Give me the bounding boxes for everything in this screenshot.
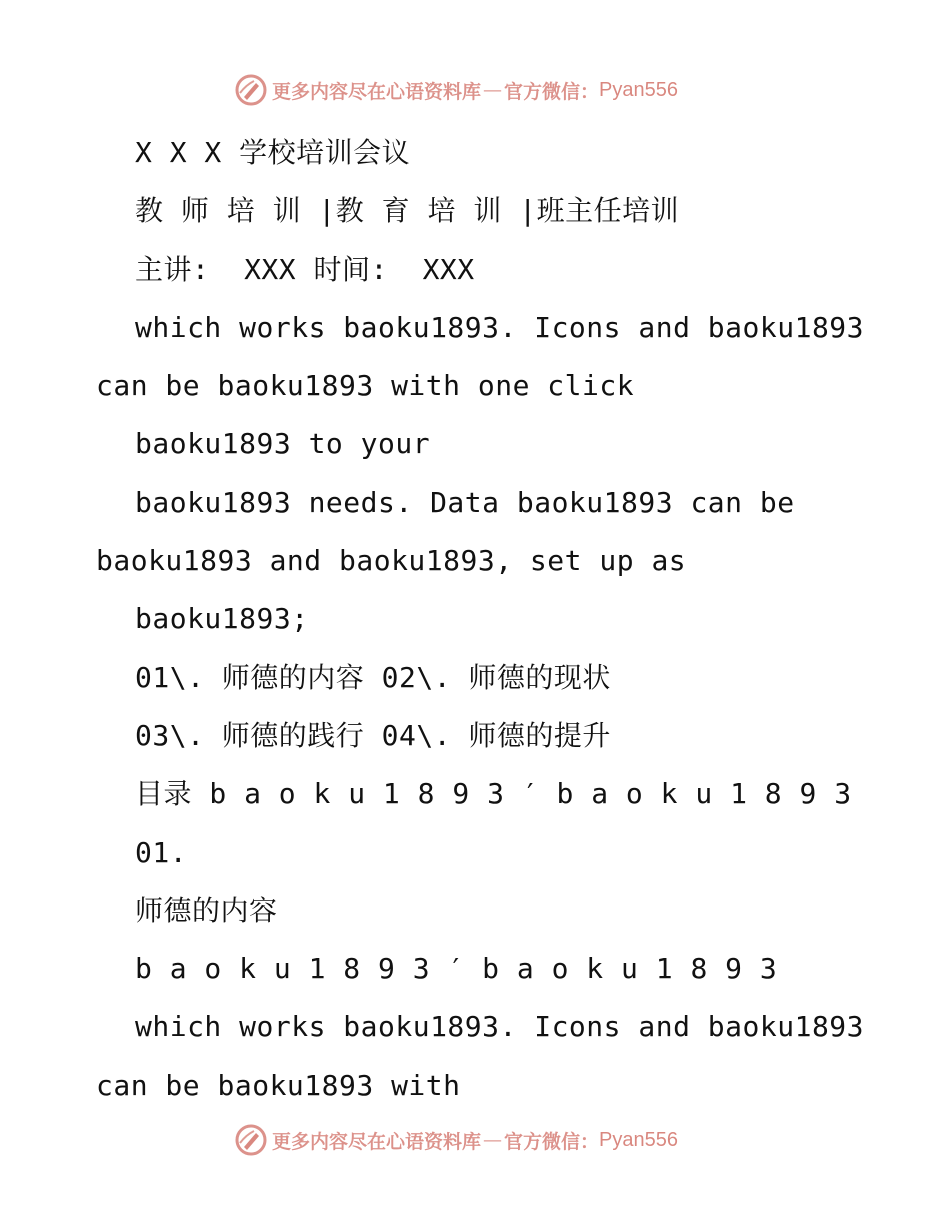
body-text-line: baoku1893 to your [135,427,431,461]
banner-dash: — [483,1129,503,1151]
banner-slogan: 更多内容尽在心语资料库 [272,1130,482,1153]
pen-logo-icon [234,73,268,107]
banner-dash: — [483,79,503,101]
body-text-line: baoku1893; [135,602,309,636]
pen-logo-icon [234,1123,268,1157]
toc-heading-line: 目录 b a o k u 1 8 9 3 ′ b a o k u 1 8 9 3 [135,777,852,811]
spaced-text-line: b a o k u 1 8 9 3 ′ b a o k u 1 8 9 3 [135,952,778,986]
meeting-title: X X X 学校培训会议 [135,136,411,169]
training-categories: 教 师 培 训 |教 育 培 训 |班主任培训 [135,194,680,228]
body-text-line: which works baoku1893. Icons and baoku1893 [135,1010,865,1044]
speaker-time-line: 主讲: XXX 时间: XXX [135,252,475,286]
toc-line: 01\. 师德的内容 02\. 师德的现状 [135,660,611,694]
body-text-line: can be baoku1893 with [96,1068,461,1102]
body-text-line: baoku1893 and baoku1893, set up as [96,544,687,578]
body-text-line: which works baoku1893. Icons and baoku1893 [135,310,865,344]
banner-wechat-label: 官方微信： [504,80,600,103]
body-text-line: can be baoku1893 with one click [96,369,635,403]
banner-wechat-label: 官方微信： [504,1130,600,1153]
footer-watermark-banner [234,1122,678,1158]
banner-wechat-id: Pyan556 [599,1128,678,1151]
banner-wechat-id: Pyan556 [599,78,678,101]
header-watermark-banner [234,72,678,108]
banner-slogan: 更多内容尽在心语资料库 [272,80,482,103]
section-number: 01. [135,835,188,869]
section-title: 师德的内容 [135,893,278,927]
body-text-line: baoku1893 needs. Data baoku1893 can be [135,485,795,519]
document-body [96,124,926,1115]
toc-line: 03\. 师德的践行 04\. 师德的提升 [135,718,611,752]
